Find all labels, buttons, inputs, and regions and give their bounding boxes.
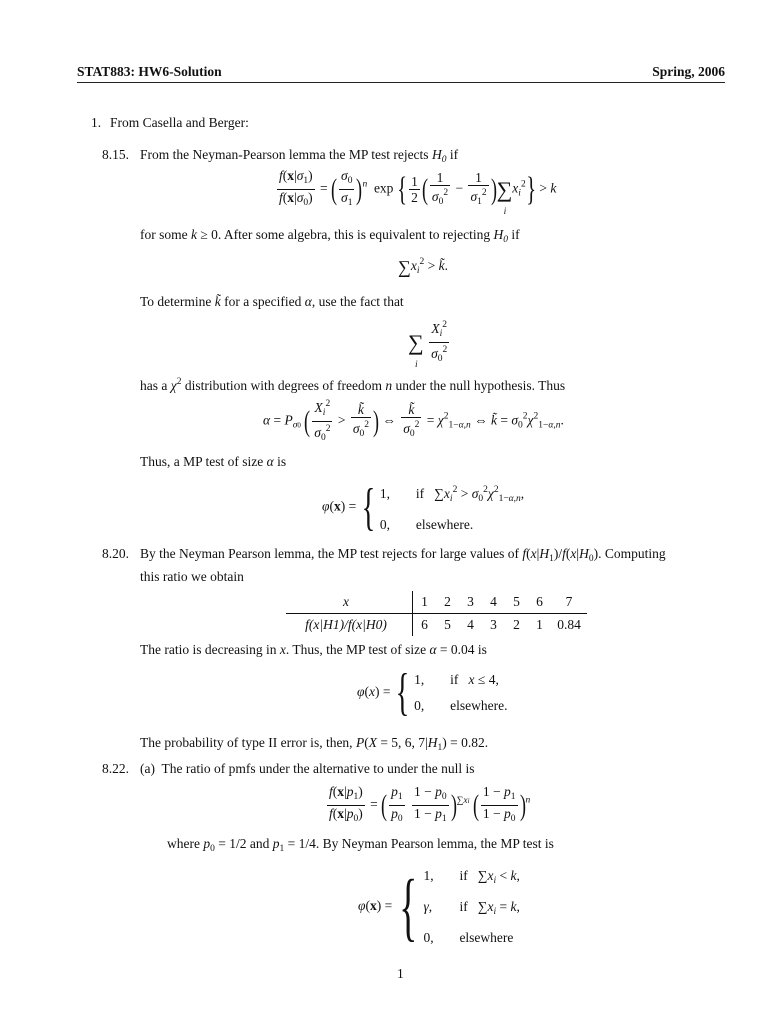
table-cell: 6 — [528, 591, 551, 614]
text-run: From the Neyman-Pearson lemma the MP test rejects — [140, 147, 429, 162]
table-cell: 1 — [413, 591, 437, 614]
text-run: The probability of type II error is, then, — [140, 735, 353, 750]
paragraph-test-size: Thus, a MP test of size α is — [140, 454, 287, 469]
paragraph-where-p: where $p_0 = 1/2$ and $p_1 = 1/4$. By Neyman Pearson lemma, the MP test is — [167, 836, 554, 854]
equation-alpha-equivalence: $\alpha = P_{\sigma 0}$ ( $\frac{X_i^2}{\sigma_0^2}$ > $\frac{k̃}{\sigma_0^2}$ ) ⇔ $\frac{k̃}{\sigma_0^2}$ = $\chi^2_{1-\alpha,n}$ ⇔ k̃ = $\sigma_0^2\chi^2_{1-\alpha,n}$. — [263, 399, 564, 443]
paragraph-8-22-line1 — [140, 760, 475, 778]
table-header-x: x — [286, 591, 413, 614]
table-cell: 4 — [482, 591, 505, 614]
table-cell: 0.84 — [557, 617, 581, 632]
paragraph-determine-k: To determine k̃ for a specified α, use the fact that — [140, 294, 404, 309]
table-cell: 2 — [436, 591, 459, 614]
table-row-x — [286, 591, 587, 614]
exercise-number-8-20: 8.20. — [102, 546, 129, 561]
text-run: and — [249, 836, 270, 851]
likelihood-ratio-table — [286, 591, 587, 636]
case-else-label: elsewhere. — [450, 698, 508, 713]
case-if-label: if — [459, 868, 468, 883]
text-run: where — [167, 836, 200, 851]
text-run: . By Neyman Pearson lemma, the MP test is — [315, 836, 554, 851]
case-else-label: elsewhere. — [415, 517, 474, 532]
paragraph-8-20-line2: this ratio we obtain — [140, 569, 244, 584]
table-cell: 7 — [551, 591, 587, 614]
problem-number: 1. — [91, 115, 102, 130]
text-run: is — [477, 642, 487, 657]
exercise-number-8-22: 8.22. — [102, 761, 129, 776]
paragraph-8-15-after: for some k ≥ 0. After some algebra, this is equivalent to rejecting $H_0$ if — [140, 227, 520, 245]
text-run: if — [449, 147, 459, 162]
text-run: The ratio is decreasing in — [140, 642, 277, 657]
equation-test-function-8-15: φ(x) = { 1, if $\sum x_i^2 > \sigma_0^2\chi^2_{1-\alpha,n}$, 0, elsewhere. — [322, 478, 525, 536]
text-run: , use the fact that — [311, 294, 404, 309]
text-run: if — [511, 227, 520, 242]
table-cell: 2 — [513, 617, 520, 632]
text-run: Thus, a MP test of size — [140, 454, 264, 469]
equation-pmf-ratio: $\frac{f(x|p_1)}{f(x|p_0)}$ = ( $\frac{p_1}{p_0}$ $\frac{1 - p_0}{1 - p_1}$ )$^{\sum xi}$ ( $\frac{1 - p_1}{1 - p_0}$ )$^n$ — [329, 784, 531, 824]
text-run: . Computing — [598, 546, 666, 561]
text-run: for a specified — [224, 294, 302, 309]
page-number: 1 — [397, 966, 404, 981]
running-header — [77, 64, 725, 83]
table-cell: 3 — [490, 617, 497, 632]
problem-text: From Casella and Berger: — [110, 115, 249, 130]
paragraph-8-15-intro — [140, 146, 458, 169]
case-if-label: if — [450, 672, 459, 687]
text-run: . Thus, the MP test of size — [285, 642, 427, 657]
paragraph-ratio-decreasing: The ratio is decreasing in x. Thus, the MP test of size α = 0.04 is — [140, 642, 487, 657]
equation-test-function-8-20: φ(x) = { 1, if x ≤ 4, 0, elsewhere. — [357, 664, 508, 721]
equation-sum-squares: $\sum x_i^2$ > k̃. — [398, 257, 448, 277]
equation-likelihood-ratio: $\frac{f(x|\sigma_1)}{f(x|\sigma_0)}$ = ( $\frac{\sigma_0}{\sigma_1}$ )$^n$ exp { $\frac{1}{2}$ ( $\frac{1}{\sigma_0^2}$ − $\frac{1}{\sigma_1^2}$ )∑ i $x_i^2\} > k$ — [279, 168, 557, 217]
text-run: . After some algebra, this is equivalent to rejecting — [217, 227, 491, 242]
part-label: (a) — [140, 761, 155, 776]
header-term: Spring, 2006 — [652, 64, 725, 79]
math-h0: $H_0$ — [431, 147, 447, 165]
header-course-title: STAT883: HW6-Solution — [77, 64, 222, 79]
paragraph-8-20-line1: By the Neyman Pearson lemma, the MP test rejects for large values of $f(x|H_1)/f(x|H_0)$. Computing — [140, 546, 666, 564]
case-if-label: if — [415, 486, 425, 501]
equation-test-function-8-22: φ(x) = { 1, if $\sum x_i < k$, γ, if $\sum x_i = k$, 0, elsewhere — [358, 865, 520, 949]
case-if-label: if — [459, 899, 468, 914]
exercise-number-8-15: 8.15. — [102, 147, 129, 162]
table-cell: 4 — [467, 617, 474, 632]
table-cell: 6 — [421, 617, 428, 632]
text-run: for some — [140, 227, 188, 242]
table-cell: 5 — [444, 617, 451, 632]
case-else-label: elsewhere — [459, 930, 514, 945]
text-run: distribution with degrees of freedom — [184, 378, 383, 393]
paragraph-type-ii-error: The probability of type II error is, then, P(X = 5, 6, $7|H_1) = 0.82$. — [140, 735, 489, 753]
table-cell: 3 — [459, 591, 482, 614]
text-run: has a — [140, 378, 168, 393]
table-row-ratio — [286, 614, 587, 637]
table-cell: 1 — [536, 617, 543, 632]
text-run: under the null hypothesis. Thus — [395, 378, 566, 393]
text-run: By the Neyman Pearson lemma, the MP test rejects for large values of — [140, 546, 520, 561]
text-run: is — [277, 454, 287, 469]
text-run: To determine — [140, 294, 212, 309]
paragraph-chi-square: has a $\chi^2$ distribution with degrees of freedom n under the null hypothesis. Thus — [140, 377, 566, 393]
table-header-ratio: f(x|H1)/f(x|H0) — [286, 614, 413, 637]
table-cell: 5 — [505, 591, 528, 614]
equation-chi-sum: ∑ i $\frac{X_i^2}{\sigma_0^2}$ — [408, 320, 448, 370]
text-run: The ratio of pmfs under the alternative to under the null is — [161, 761, 475, 776]
